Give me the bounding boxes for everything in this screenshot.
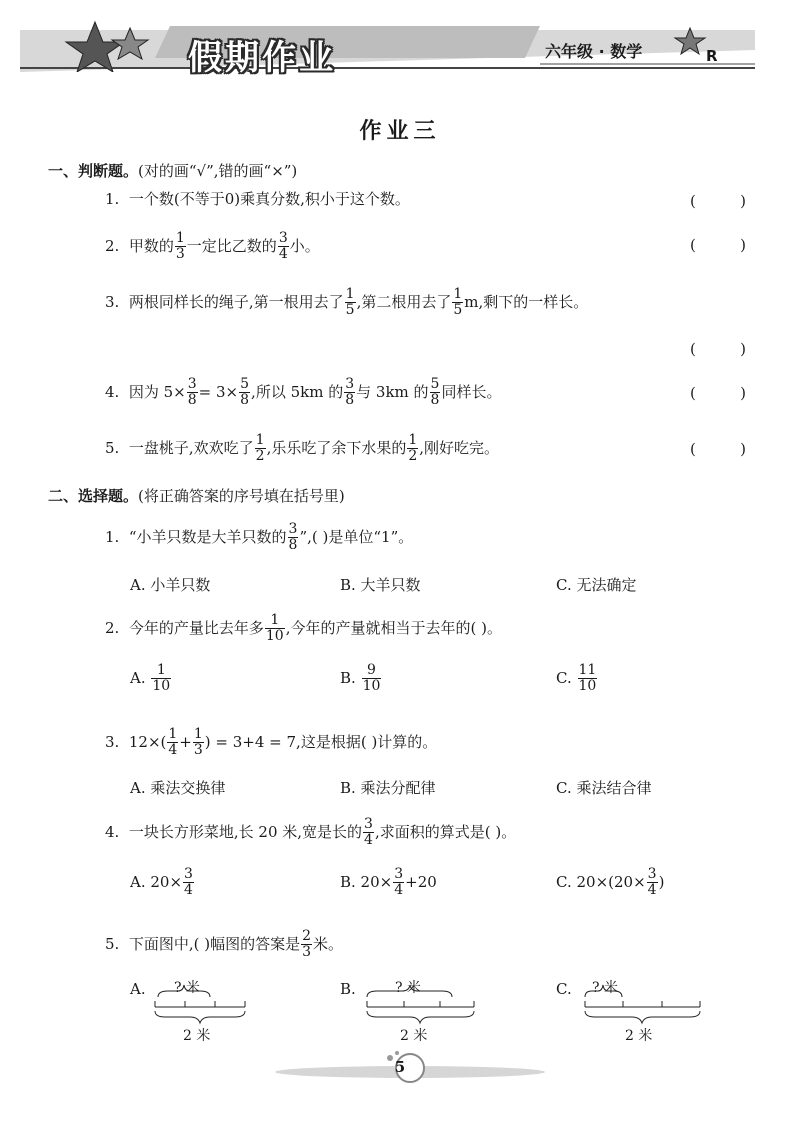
- s2-q5-option-c[interactable]: C.: [556, 980, 572, 998]
- diagram-b-part-label: ? 米: [395, 980, 421, 996]
- s2-question-4: 4. 一块长方形菜地,长 20 米,宽是长的 $\frac{3}{4}$ ,求面积的算式是( )。: [105, 816, 517, 848]
- s2-q1-option-c[interactable]: C. 无法确定: [556, 576, 637, 594]
- fraction: $\frac{1}{3}$: [193, 726, 203, 758]
- s1-question-4: 4. 因为 5× $\frac{3}{8}$ = 3× $\frac{5}{8}$ ,所以 5km 的 $\frac{3}{8}$ 与 3km 的 $\frac{5}{8}$ 同样长。: [105, 376, 502, 408]
- s2-q3-option-a[interactable]: A. 乘法交换律: [130, 779, 226, 797]
- fraction: $\frac{3}{4}$: [364, 816, 373, 848]
- s1-q3-answer-blank[interactable]: ( ): [690, 340, 746, 358]
- header-banner: [20, 20, 755, 72]
- s2-q2-option-a[interactable]: A. $\frac{1}{10}$: [130, 662, 171, 694]
- fraction: $\frac{5}{8}$: [430, 376, 440, 408]
- s2-q3-option-c[interactable]: C. 乘法结合律: [556, 779, 652, 797]
- fraction: $\frac{3}{8}$: [345, 376, 355, 408]
- s2-q2-option-c[interactable]: C. $\frac{11}{10}$: [556, 662, 597, 694]
- s2-q4-option-a[interactable]: A. 20× $\frac{3}{4}$: [130, 866, 193, 898]
- fraction: $\frac{3}{8}$: [288, 521, 298, 553]
- fraction: $\frac{1}{3}$: [175, 230, 185, 262]
- s1-q2-answer-blank[interactable]: ( ): [690, 236, 746, 254]
- fraction: $\frac{1}{2}$: [408, 432, 418, 464]
- s1-question-2: 2. 甲数的 $\frac{1}{3}$ 一定比乙数的 $\frac{3}{4}$ 小。: [105, 230, 320, 262]
- fraction: $\frac{1}{5}$: [345, 286, 355, 318]
- segment-diagram-a: [150, 975, 290, 1045]
- diagram-b-total-label: 2 米: [400, 1028, 428, 1044]
- diagram-c-part-label: ? 米: [592, 980, 618, 996]
- s2-q5-option-a[interactable]: A.: [130, 980, 146, 998]
- s2-question-5: 5. 下面图中,( )幅图的答案是 $\frac{2}{3}$ 米。: [105, 928, 344, 960]
- s1-q1-answer-blank[interactable]: ( ): [690, 192, 746, 210]
- section1-heading: 一、判断题。(对的画“√”,错的画“×”): [48, 162, 298, 180]
- header-title: 假期作业: [188, 38, 336, 78]
- s2-question-3: 3. 12×( $\frac{1}{4}$ + $\frac{1}{3}$ ) = 3+4 = 7,这是根据( )计算的。: [105, 726, 438, 758]
- edition-mark: R: [706, 47, 718, 65]
- s2-q3-option-b[interactable]: B. 乘法分配律: [340, 779, 436, 797]
- segment-diagram-b: [362, 975, 502, 1045]
- page-title: 作业三: [359, 118, 441, 144]
- fraction: $\frac{3}{4}$: [278, 230, 288, 262]
- s2-question-1: 1. “小羊只数是大羊只数的 $\frac{3}{8}$ ”,( )是单位“1”。: [105, 521, 414, 553]
- fraction: $\frac{2}{3}$: [302, 928, 312, 960]
- fraction: $\frac{1}{4}$: [168, 726, 178, 758]
- s1-q5-answer-blank[interactable]: ( ): [690, 440, 746, 458]
- diagram-c-total-label: 2 米: [625, 1028, 653, 1044]
- section2-heading: 二、选择题。(将正确答案的序号填在括号里): [48, 487, 345, 505]
- s2-q1-option-a[interactable]: A. 小羊只数: [130, 576, 211, 594]
- page-number: 5: [394, 1058, 406, 1076]
- header-grade-subject: 六年级 · 数学: [545, 42, 643, 61]
- s1-question-5: 5. 一盘桃子,欢欢吃了 $\frac{1}{2}$ ,乐乐吃了余下水果的 $\frac{1}{2}$ ,刚好吃完。: [105, 432, 500, 464]
- s2-q5-option-b[interactable]: B.: [340, 980, 356, 998]
- s2-question-2: 2. 今年的产量比去年多 $\frac{1}{10}$ ,今年的产量就相当于去年的( )。: [105, 612, 502, 644]
- fraction: $\frac{1}{10}$: [265, 612, 284, 644]
- s1-question-3: 3. 两根同样长的绳子,第一根用去了 $\frac{1}{5}$ ,第二根用去了 $\frac{1}{5}$ m,剩下的一样长。: [105, 286, 589, 318]
- section1-note: (对的画“√”,错的画“×”): [138, 162, 298, 180]
- s2-q1-option-b[interactable]: B. 大羊只数: [340, 576, 421, 594]
- fraction: $\frac{1}{5}$: [453, 286, 463, 318]
- fraction: $\frac{3}{8}$: [187, 376, 197, 408]
- fraction: $\frac{1}{2}$: [255, 432, 265, 464]
- s2-q2-option-b[interactable]: B. $\frac{9}{10}$: [340, 662, 381, 694]
- diagram-a-total-label: 2 米: [183, 1028, 211, 1044]
- diagram-a-part-label: ? 米: [174, 980, 200, 996]
- s1-q4-answer-blank[interactable]: ( ): [690, 384, 746, 402]
- fraction: $\frac{5}{8}$: [240, 376, 250, 408]
- s2-q4-option-c[interactable]: C. 20×(20× $\frac{3}{4}$ ): [556, 866, 665, 898]
- s2-q4-option-b[interactable]: B. 20× $\frac{3}{4}$ +20: [340, 866, 437, 898]
- section2-note: (将正确答案的序号填在括号里): [138, 487, 345, 505]
- s1-question-1: 1. 一个数(不等于0)乘真分数,积小于这个数。: [105, 190, 410, 208]
